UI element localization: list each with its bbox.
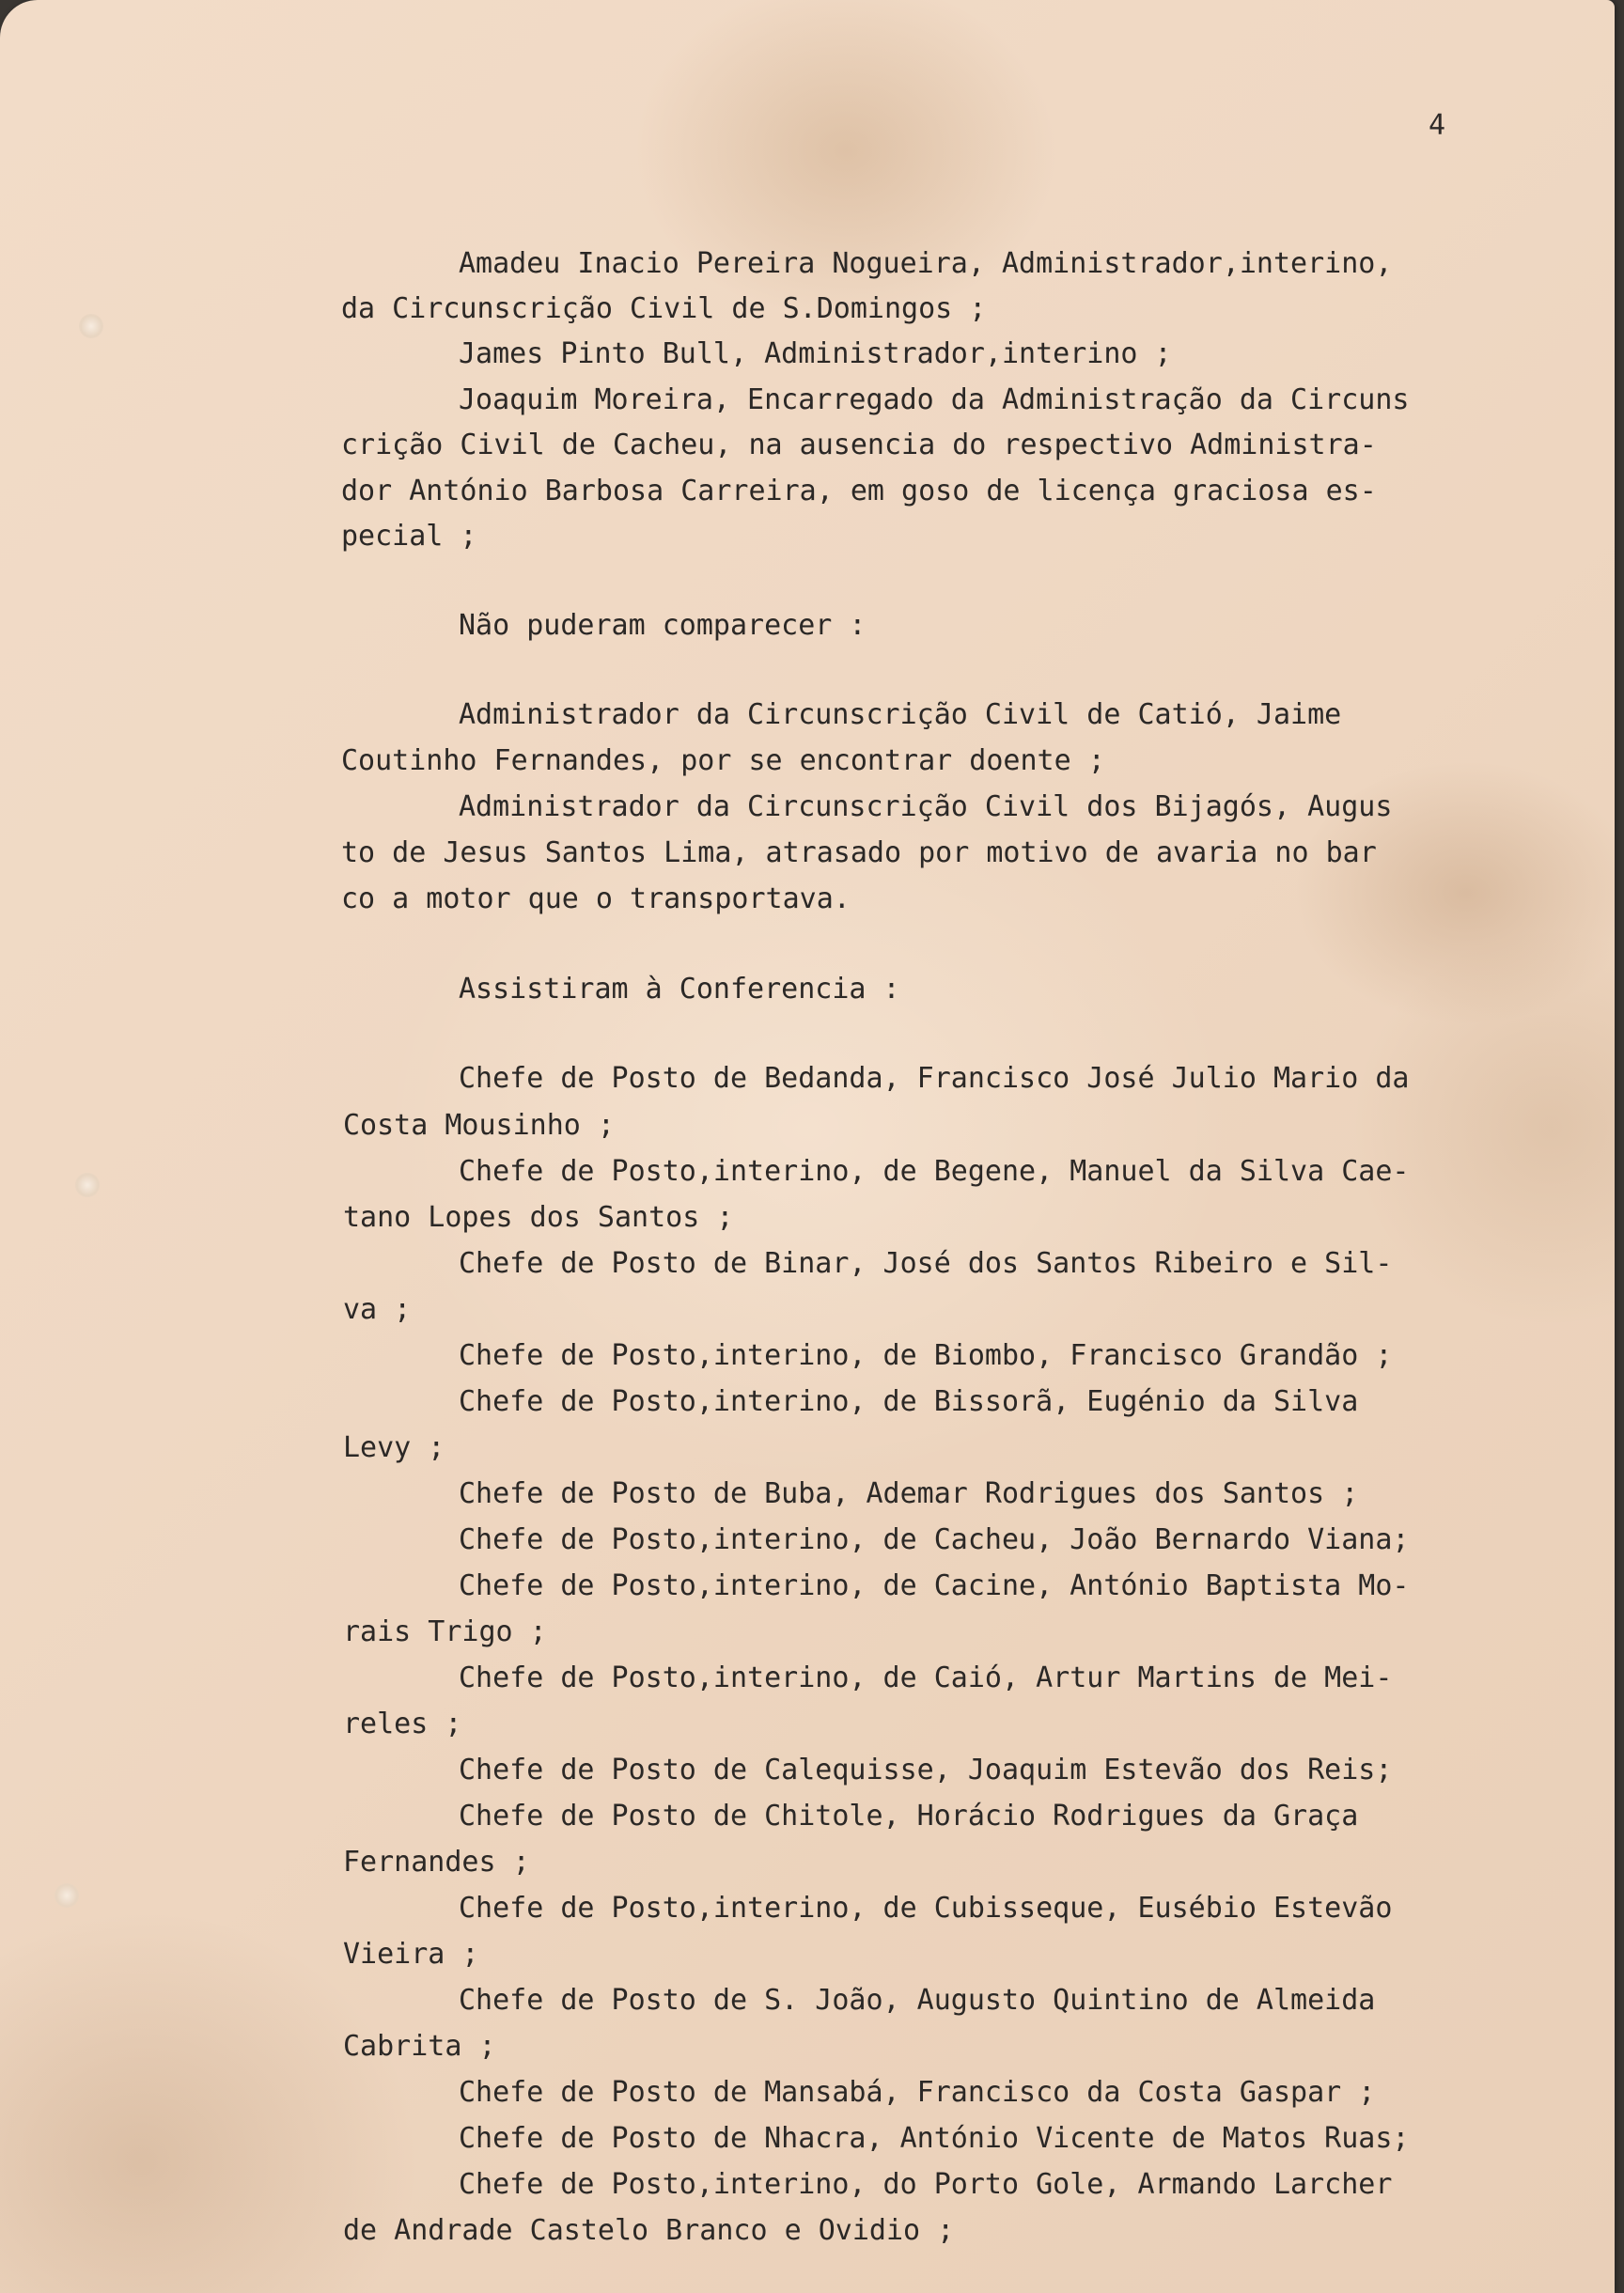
text-line: Cabrita ; — [343, 2030, 496, 2063]
text-line: va ; — [343, 1293, 412, 1326]
punch-hole-middle — [75, 1173, 100, 1197]
text-line: Chefe de Posto de Chitole, Horácio Rodrigues da Graça — [459, 1800, 1359, 1833]
text-line: Chefe de Posto,interino, de Biombo, Francisco Grandão ; — [459, 1339, 1393, 1372]
page-number: 4 — [1429, 109, 1446, 142]
text-line: Levy ; — [343, 1431, 445, 1464]
text-line: Chefe de Posto de Mansabá, Francisco da Costa Gaspar ; — [459, 2076, 1376, 2109]
text-line: Chefe de Posto,interino, de Cubisseque, Eusébio Estevão — [459, 1892, 1393, 1925]
text-line: tano Lopes dos Santos ; — [343, 1201, 734, 1234]
text-line: crição Civil de Cacheu, na ausencia do respectivo Administra- — [341, 429, 1377, 461]
text-line: Chefe de Posto,interino, de Cacheu, João Bernardo Viana; — [459, 1523, 1410, 1556]
section-heading: Não puderam comparecer : — [459, 609, 867, 642]
text-line: dor António Barbosa Carreira, em goso de licença graciosa es- — [341, 475, 1377, 507]
text-line: Chefe de Posto,interino, de Bissorã, Eugénio da Silva — [459, 1385, 1359, 1418]
text-line: Administrador da Circunscrição Civil dos Bijagós, Augus — [459, 790, 1393, 823]
text-line: Chefe de Posto de Bedanda, Francisco José Julio Mario da — [459, 1062, 1410, 1095]
text-line: Costa Mousinho ; — [343, 1109, 615, 1142]
text-line: Vieira ; — [343, 1938, 479, 1971]
text-line: Chefe de Posto,interino, de Cacine, António Baptista Mo- — [459, 1569, 1410, 1602]
text-line: de Andrade Castelo Branco e Ovidio ; — [343, 2214, 955, 2247]
text-line: Fernandes ; — [343, 1846, 530, 1879]
section-heading: Assistiram à Conferencia : — [459, 973, 900, 1006]
text-line: Chefe de Posto de Buba, Ademar Rodrigues dos Santos ; — [459, 1477, 1359, 1510]
text-line: Coutinho Fernandes, por se encontrar doente ; — [341, 744, 1105, 777]
text-line: co a motor que o transportava. — [341, 882, 851, 915]
text-line: pecial ; — [341, 520, 477, 553]
text-line: reles ; — [343, 1708, 462, 1740]
text-line: to de Jesus Santos Lima, atrasado por motivo de avaria no bar — [341, 836, 1377, 869]
text-line: Chefe de Posto,interino, de Caió, Artur Martins de Mei- — [459, 1661, 1393, 1694]
text-line: Joaquim Moreira, Encarregado da Administração da Circuns — [459, 383, 1410, 416]
text-line: da Circunscrição Civil de S.Domingos ; — [341, 292, 987, 325]
text-line: Chefe de Posto de Calequisse, Joaquim Estevão dos Reis; — [459, 1754, 1393, 1786]
punch-hole-bottom — [55, 1883, 79, 1908]
text-line: Administrador da Circunscrição Civil de Catió, Jaime — [459, 698, 1342, 731]
text-line: rais Trigo ; — [343, 1615, 547, 1648]
text-line: Chefe de Posto,interino, do Porto Gole, Armando Larcher — [459, 2168, 1393, 2201]
punch-hole-top — [79, 314, 103, 338]
text-line: Chefe de Posto de Nhacra, António Vicente de Matos Ruas; — [459, 2122, 1410, 2155]
text-line: Chefe de Posto,interino, de Begene, Manuel da Silva Cae- — [459, 1155, 1410, 1188]
text-line: Chefe de Posto de S. João, Augusto Quintino de Almeida — [459, 1984, 1376, 2017]
text-line: Amadeu Inacio Pereira Nogueira, Administrador,interino, — [459, 247, 1393, 280]
text-line: James Pinto Bull, Administrador,interino ; — [459, 337, 1172, 370]
text-line: Chefe de Posto de Binar, José dos Santos Ribeiro e Sil- — [459, 1247, 1393, 1280]
